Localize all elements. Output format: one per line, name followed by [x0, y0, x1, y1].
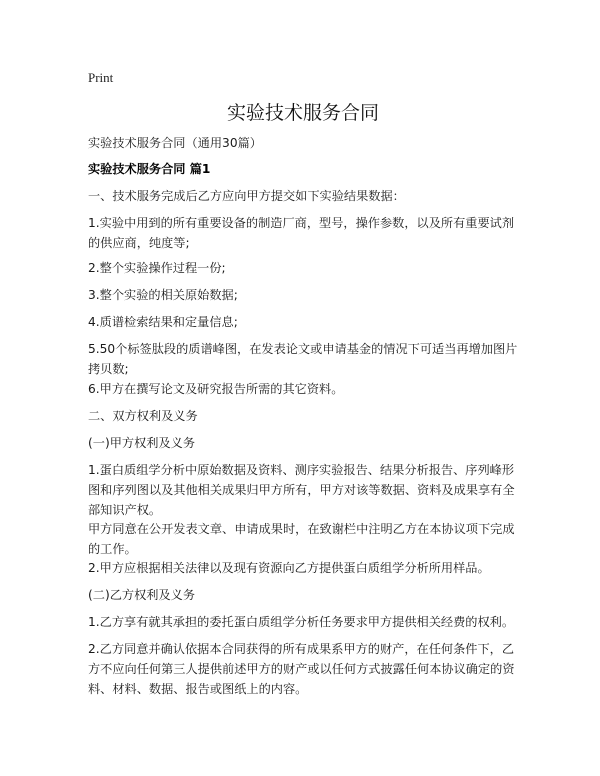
document-title: 实验技术服务合同 — [226, 102, 379, 124]
paragraph: 1.乙方享有就其承担的委托蛋白质组学分析任务要求甲方提供相关经费的权利。 — [88, 615, 515, 629]
paragraph: 3.整个实验的相关原始数据; — [88, 288, 238, 302]
print-link[interactable]: Print — [88, 70, 114, 85]
paragraph: 二、双方权利及义务 — [88, 409, 198, 423]
paragraph: 5.50个标签肽段的质谱峰图，在发表论文或申请基金的情况下可适当再增加图片拷贝数; — [88, 342, 518, 376]
paragraph: 1.蛋白质组学分析中原始数据及资料、测序实验报告、结果分析报告、序列峰形图和序列图以及其他相关成果归甲方所有，甲方对该等数据、资料及成果享有全部知识产权。 — [88, 463, 515, 517]
paragraph: 甲方同意在公开发表文章、申请成果时，在致谢栏中注明乙方在本协议项下完成的工作。 — [88, 522, 515, 556]
paragraph: 4.质谱检索结果和定量信息; — [88, 315, 238, 329]
paragraph: 1.实验中用到的所有重要设备的制造厂商，型号，操作参数，以及所有重要试剂的供应商，纯度等; — [88, 216, 515, 250]
paragraph: 一、技术服务完成后乙方应向甲方提交如下实验结果数据： — [88, 189, 405, 203]
paragraph: (二)乙方权利及义务 — [88, 588, 196, 602]
paragraph: 2.乙方同意并确认依据本合同获得的所有成果系甲方的财产，在任何条件下，乙方不应向任何第三人提供前述甲方的财产或以任何方式披露任何本协议确定的资料、材料、数据、报告或图纸上的内容。 — [88, 642, 515, 696]
paragraph: 2.甲方应根据相关法律以及现有资源向乙方提供蛋白质组学分析所用样品。 — [88, 561, 490, 575]
section-heading: 实验技术服务合同 篇1 — [88, 162, 211, 176]
paragraph: 6.甲方在撰写论文及研究报告所需的其它资料。 — [88, 382, 344, 396]
document-subtitle: 实验技术服务合同（通用30篇） — [88, 136, 262, 150]
paragraph: (一)甲方权利及义务 — [88, 436, 196, 450]
paragraph: 2.整个实验操作过程一份; — [88, 261, 226, 275]
